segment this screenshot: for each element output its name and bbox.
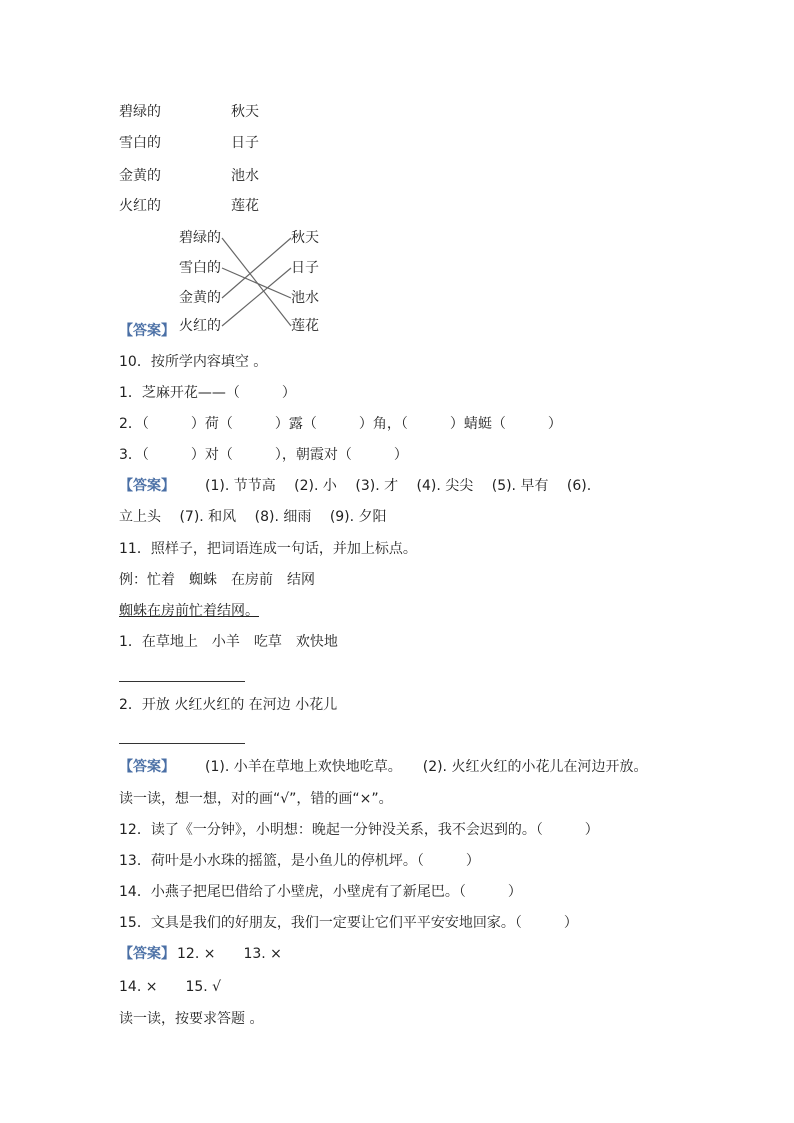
judge-item-12: 12．读了《一分钟》，小明想：晚起一分钟没关系，我不会迟到的。（ ）	[119, 822, 599, 838]
match-right-1: 秋天	[231, 104, 259, 120]
answer-match-right-4: 莲花	[291, 318, 319, 334]
match-left-1: 碧绿的	[119, 104, 161, 120]
judge-answer-line-1: 12. × 13. ×	[177, 946, 282, 962]
answer-match-left-1: 碧绿的	[179, 230, 221, 246]
answer-match-left-3: 金黄的	[179, 290, 221, 306]
answer-match-right-1: 秋天	[291, 230, 319, 246]
q10-line-1: 1．芝麻开花——（ ）	[119, 385, 296, 401]
match-left-4: 火红的	[119, 198, 161, 214]
match-left-3: 金黄的	[119, 168, 161, 184]
answer-match-left-4: 火红的	[179, 318, 221, 334]
q11-example: 例：忙着 蜘蛛 在房前 结网	[119, 572, 315, 588]
q10-title: 10．按所学内容填空 。	[119, 354, 268, 370]
q11-item-1: 1．在草地上 小羊 吃草 欢快地	[119, 634, 338, 650]
q11-answer: (1). 小羊在草地上欢快地吃草。 (2). 火红火红的小花儿在河边开放。	[205, 759, 648, 775]
connector-line-3	[222, 238, 291, 298]
last-instruction: 读一读，按要求答题 。	[119, 1011, 264, 1027]
q11-title: 11．照样子，把词语连成一句话，并加上标点。	[119, 541, 417, 557]
connector-line-4	[222, 268, 291, 326]
match-right-2: 日子	[231, 135, 259, 151]
answer-match-left-2: 雪白的	[179, 260, 221, 276]
judge-item-14: 14．小燕子把尾巴借给了小壁虎，小壁虎有了新尾巴。（ ）	[119, 884, 522, 900]
q10-answer-line-1: (1). 节节高 (2). 小 (3). 才 (4). 尖尖 (5). 早有 (6).	[205, 478, 592, 494]
q11-answer-label: 【答案】	[119, 759, 175, 775]
judge-item-13: 13．荷叶是小水珠的摇篮，是小鱼儿的停机坪。（ ）	[119, 853, 480, 869]
judge-intro: 读一读，想一想，对的画“√”，错的画“×”。	[119, 791, 393, 807]
match-left-2: 雪白的	[119, 135, 161, 151]
q11-item-2: 2．开放 火红火红的 在河边 小花儿	[119, 697, 338, 713]
match-right-4: 莲花	[231, 198, 259, 214]
answer-match-right-2: 日子	[291, 260, 319, 276]
q11-blank-2	[119, 743, 245, 744]
q10-line-3: 3．（ ）对（ ），朝霞对（ ）	[119, 447, 408, 463]
answer-match-right-3: 池水	[291, 290, 319, 306]
match-right-3: 池水	[231, 168, 259, 184]
answer-label-match: 【答案】	[119, 323, 175, 339]
connector-line-2	[222, 268, 291, 298]
q10-answer-line-2: 立上头 (7). 和风 (8). 细雨 (9). 夕阳	[119, 509, 387, 525]
q11-example-answer: 蜘蛛在房前忙着结网。	[119, 603, 259, 619]
q10-line-2: 2．（ ）荷（ ）露（ ）角，（ ）蜻蜓（ ）	[119, 416, 562, 432]
judge-answer-line-2: 14. × 15. √	[119, 979, 222, 995]
q10-answer-label: 【答案】	[119, 478, 175, 494]
judge-answer-label: 【答案】	[119, 946, 175, 962]
connector-line-1	[222, 238, 291, 326]
q11-blank-1	[119, 681, 245, 682]
judge-item-15: 15．文具是我们的好朋友，我们一定要让它们平平安安地回家。（ ）	[119, 915, 578, 931]
